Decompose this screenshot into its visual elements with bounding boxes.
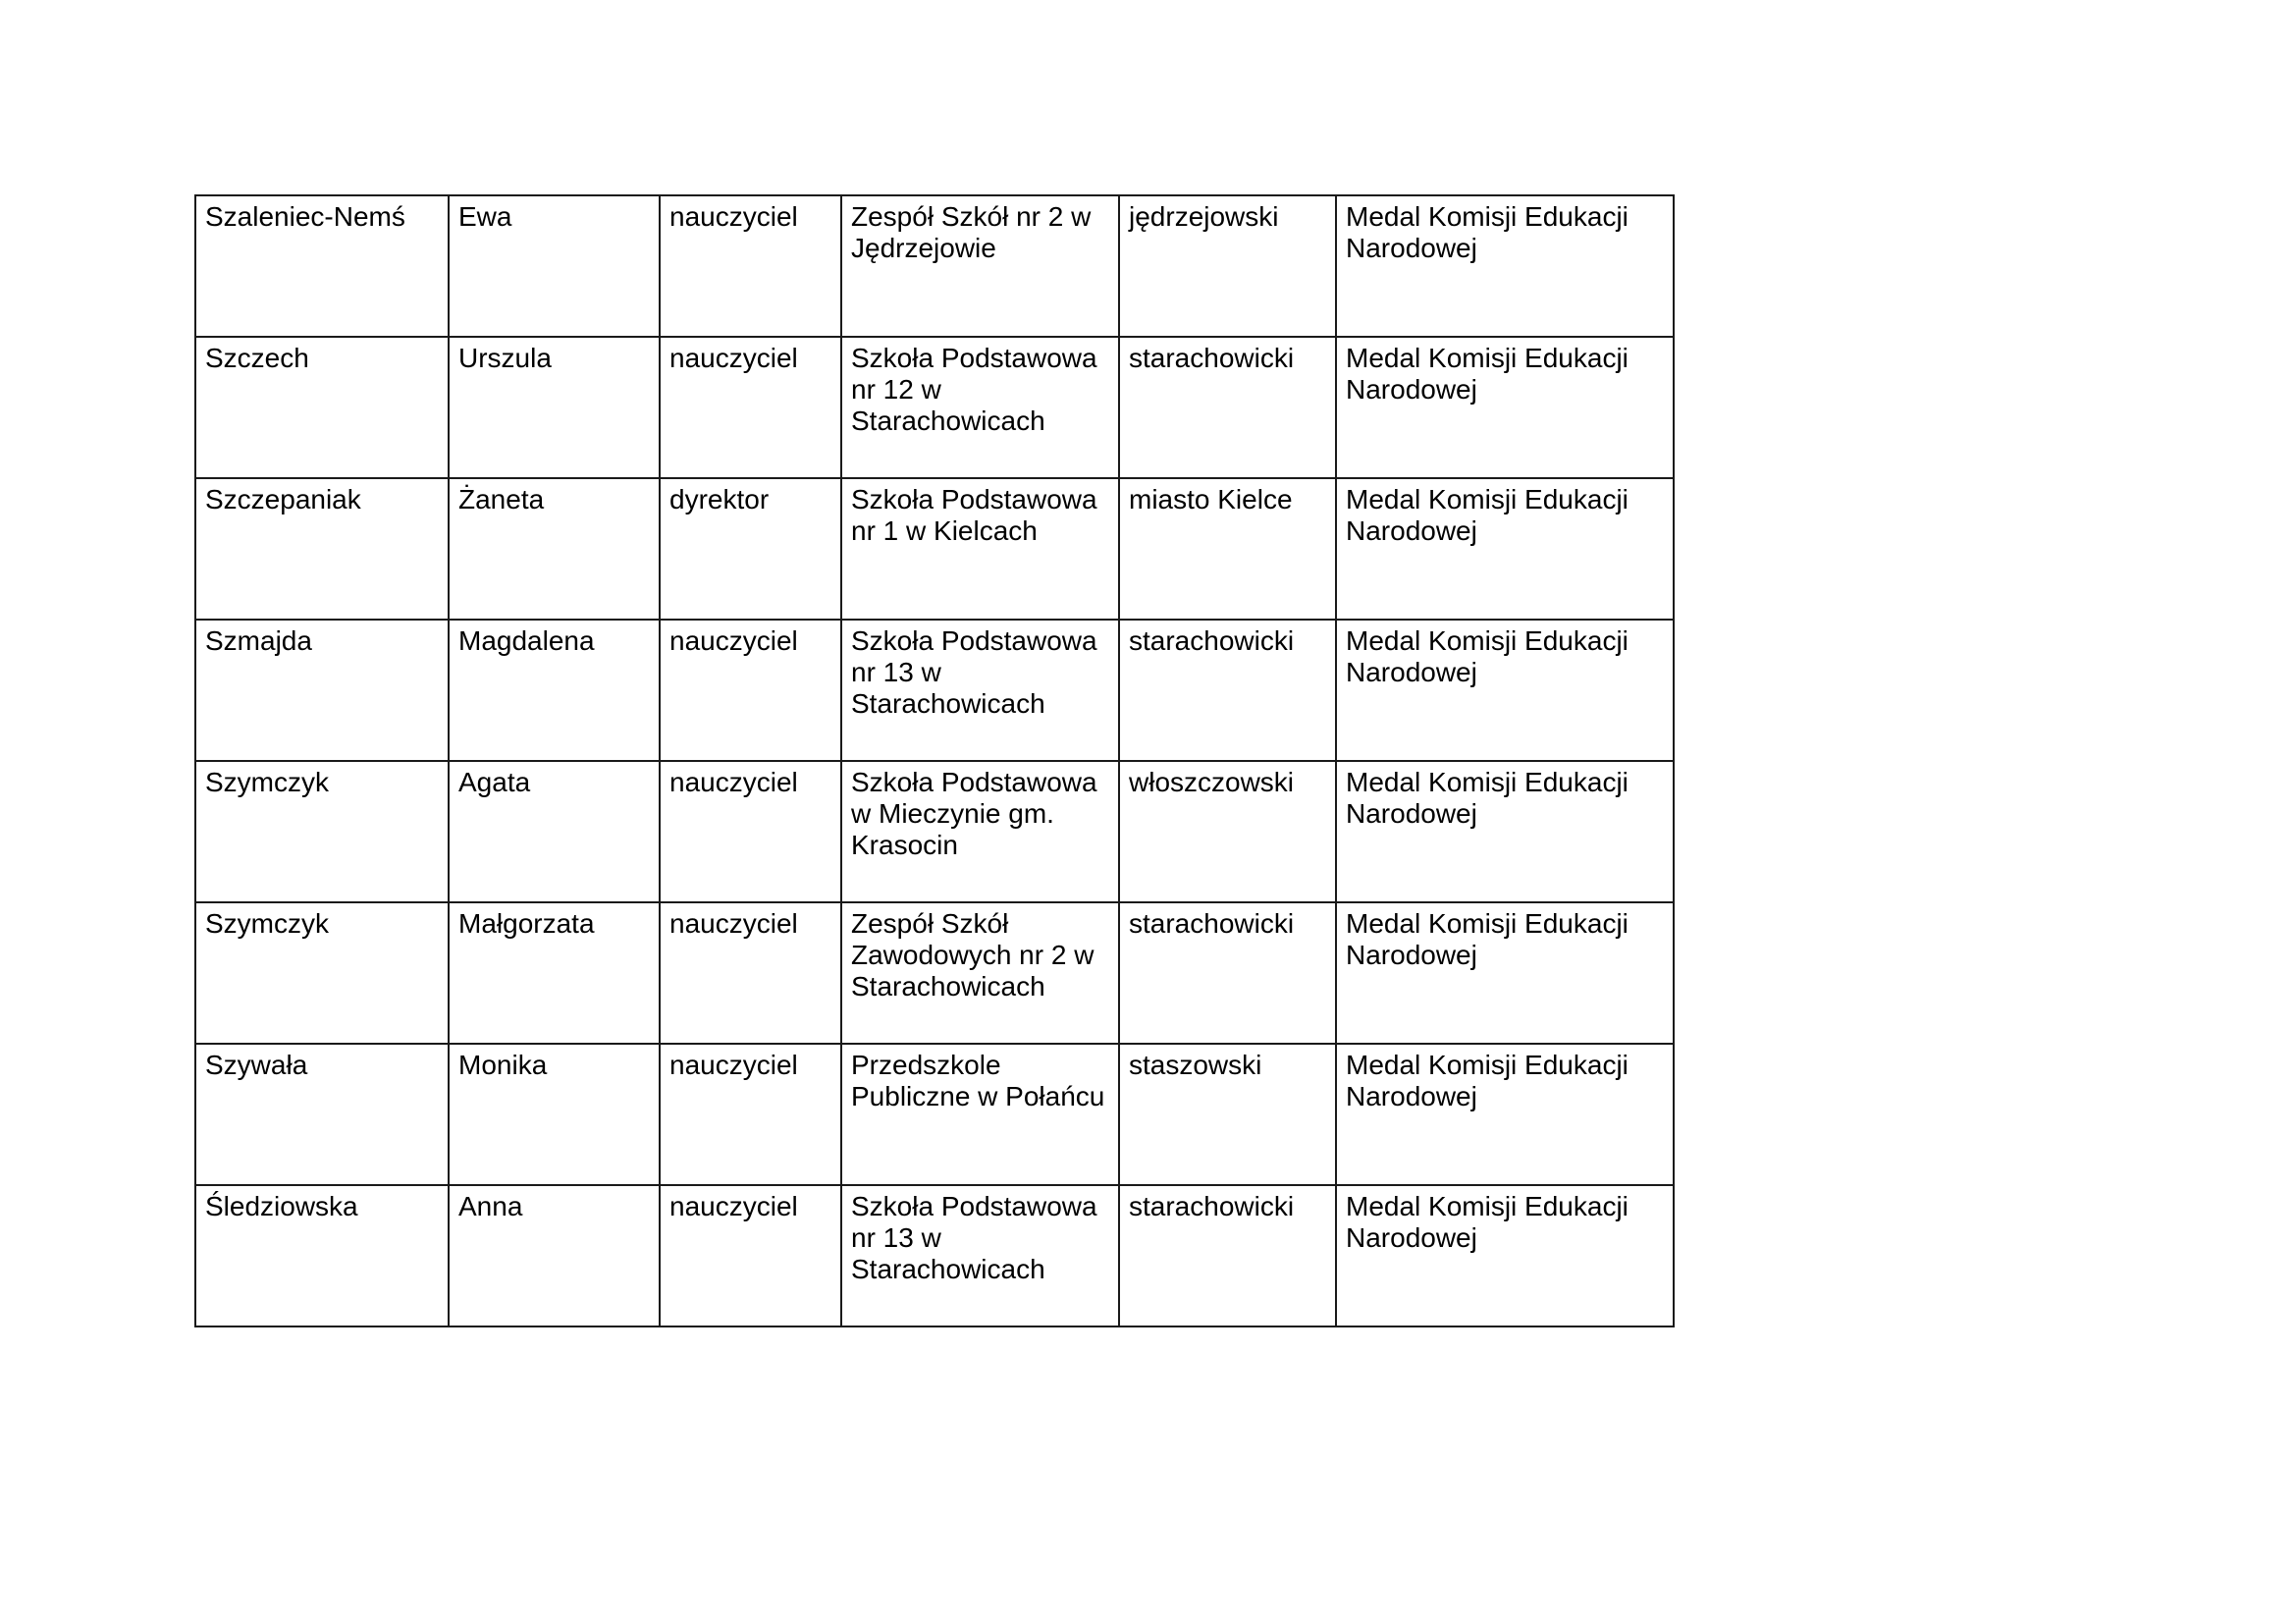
table-row xyxy=(195,337,1674,478)
surname-cell: Szywała xyxy=(195,1044,449,1185)
position-cell: nauczyciel xyxy=(660,1044,841,1185)
district-cell: jędrzejowski xyxy=(1119,195,1336,337)
table-row xyxy=(195,195,1674,337)
district-cell: włoszczowski xyxy=(1119,761,1336,902)
award-cell: Medal Komisji Edukacji Narodowej xyxy=(1336,620,1674,761)
position-cell: nauczyciel xyxy=(660,1185,841,1326)
institution-cell: Szkoła Podstawowa nr 13 w Starachowicach xyxy=(841,1185,1119,1326)
table-row xyxy=(195,1185,1674,1326)
institution-cell: Szkoła Podstawowa nr 1 w Kielcach xyxy=(841,478,1119,620)
position-cell: nauczyciel xyxy=(660,620,841,761)
district-cell: starachowicki xyxy=(1119,337,1336,478)
award-cell: Medal Komisji Edukacji Narodowej xyxy=(1336,337,1674,478)
award-cell: Medal Komisji Edukacji Narodowej xyxy=(1336,195,1674,337)
position-cell: nauczyciel xyxy=(660,337,841,478)
award-cell: Medal Komisji Edukacji Narodowej xyxy=(1336,1185,1674,1326)
institution-cell: Przedszkole Publiczne w Połańcu xyxy=(841,1044,1119,1185)
district-cell: starachowicki xyxy=(1119,620,1336,761)
table-row xyxy=(195,1044,1674,1185)
institution-cell: Zespół Szkół Zawodowych nr 2 w Starachowicach xyxy=(841,902,1119,1044)
award-cell: Medal Komisji Edukacji Narodowej xyxy=(1336,902,1674,1044)
institution-cell: Zespół Szkół nr 2 w Jędrzejowie xyxy=(841,195,1119,337)
award-cell: Medal Komisji Edukacji Narodowej xyxy=(1336,761,1674,902)
first-name-cell: Ewa xyxy=(449,195,660,337)
district-cell: starachowicki xyxy=(1119,1185,1336,1326)
surname-cell: Śledziowska xyxy=(195,1185,449,1326)
surname-cell: Szymczyk xyxy=(195,761,449,902)
surname-cell: Szczepaniak xyxy=(195,478,449,620)
surname-cell: Szaleniec-Nemś xyxy=(195,195,449,337)
first-name-cell: Anna xyxy=(449,1185,660,1326)
district-cell: miasto Kielce xyxy=(1119,478,1336,620)
table-row xyxy=(195,478,1674,620)
awards-table xyxy=(194,194,1675,1327)
position-cell: nauczyciel xyxy=(660,902,841,1044)
first-name-cell: Monika xyxy=(449,1044,660,1185)
table-row xyxy=(195,620,1674,761)
first-name-cell: Urszula xyxy=(449,337,660,478)
award-cell: Medal Komisji Edukacji Narodowej xyxy=(1336,478,1674,620)
institution-cell: Szkoła Podstawowa nr 12 w Starachowicach xyxy=(841,337,1119,478)
first-name-cell: Agata xyxy=(449,761,660,902)
institution-cell: Szkoła Podstawowa w Mieczynie gm. Krasocin xyxy=(841,761,1119,902)
table-row xyxy=(195,761,1674,902)
position-cell: dyrektor xyxy=(660,478,841,620)
institution-cell: Szkoła Podstawowa nr 13 w Starachowicach xyxy=(841,620,1119,761)
surname-cell: Szmajda xyxy=(195,620,449,761)
first-name-cell: Magdalena xyxy=(449,620,660,761)
district-cell: staszowski xyxy=(1119,1044,1336,1185)
first-name-cell: Żaneta xyxy=(449,478,660,620)
award-cell: Medal Komisji Edukacji Narodowej xyxy=(1336,1044,1674,1185)
surname-cell: Szymczyk xyxy=(195,902,449,1044)
position-cell: nauczyciel xyxy=(660,761,841,902)
first-name-cell: Małgorzata xyxy=(449,902,660,1044)
district-cell: starachowicki xyxy=(1119,902,1336,1044)
table-row xyxy=(195,902,1674,1044)
surname-cell: Szczech xyxy=(195,337,449,478)
position-cell: nauczyciel xyxy=(660,195,841,337)
